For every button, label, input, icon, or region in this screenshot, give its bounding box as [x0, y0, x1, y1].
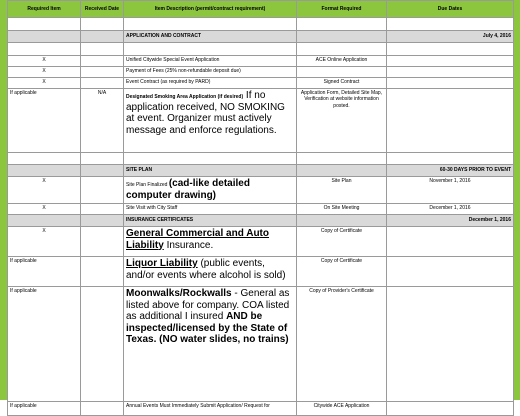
- table-row: [8, 227, 514, 257]
- format-cell: Copy of Certificate: [297, 257, 387, 287]
- required-cell: X: [8, 67, 81, 78]
- description-cell: [124, 227, 297, 257]
- header-received-date: Received Date: [81, 1, 124, 18]
- table-row: [8, 153, 514, 165]
- description-text: (public events, and/or events where alcohol is sold): [126, 258, 286, 281]
- format-cell: Site Plan: [297, 177, 387, 204]
- description-cell: [124, 177, 297, 204]
- section-row-insurance: [8, 215, 514, 227]
- due-cell: December 1, 2016: [387, 204, 514, 215]
- required-cell: If applicable: [8, 89, 81, 153]
- required-cell: X: [8, 204, 81, 215]
- required-cell: If applicable: [8, 287, 81, 402]
- required-cell: X: [8, 56, 81, 67]
- description-emphasis: AND be inspected/licensed by the State of Texas. (NO water slides, no trains): [126, 311, 289, 345]
- format-cell: Citywide ACE Application: [297, 402, 387, 416]
- description-cell: Event Contract (as required by PARD): [124, 78, 297, 89]
- header-due-dates: Due Dates: [387, 1, 514, 18]
- description-emphasis: (cad-like detailed computer drawing): [126, 178, 250, 201]
- required-cell: X: [8, 177, 81, 204]
- received-cell: N/A: [81, 89, 124, 153]
- section-due-date: 60-30 DAYS PRIOR TO EVENT: [387, 165, 514, 177]
- header-format: Format Required: [297, 1, 387, 18]
- description-lead: Designated Smoking Area Application (if desired): [126, 94, 244, 100]
- table-row: [8, 78, 514, 89]
- required-cell: X: [8, 78, 81, 89]
- description-cell: [124, 89, 297, 153]
- section-row-site-plan: [8, 165, 514, 177]
- header-required-item: Required Item: [8, 1, 81, 18]
- description-heading: Moonwalks/Rockwalls: [126, 288, 232, 299]
- format-cell: Signed Contract: [297, 78, 387, 89]
- table-row: [8, 257, 514, 287]
- spreadsheet: [7, 0, 513, 409]
- format-cell: Copy of Provider's Certificate: [297, 287, 387, 402]
- section-title: INSURANCE CERTIFICATES: [124, 215, 297, 227]
- section-row-application: [8, 31, 514, 43]
- section-due-date: July 4, 2016: [387, 31, 514, 43]
- description-cell: Site Visit with City Staff: [124, 204, 297, 215]
- description-cell: Payment of Fees (25% non-refundable deposit due): [124, 67, 297, 78]
- table-row: [8, 43, 514, 56]
- description-text: Insurance.: [163, 239, 214, 251]
- table-row: [8, 56, 514, 67]
- table-row: [8, 18, 514, 31]
- table-row: [8, 204, 514, 215]
- table-row: [8, 402, 514, 416]
- required-cell: X: [8, 227, 81, 257]
- event-requirements-table: [7, 0, 514, 416]
- description-text: - General as listed above for company. COA listed as additional I insured: [126, 288, 290, 322]
- description-cell: [124, 287, 297, 402]
- description-heading: General Commercial and Auto Liability: [126, 228, 269, 251]
- section-due-date: December 1, 2016: [387, 215, 514, 227]
- section-title: SITE PLAN: [124, 165, 297, 177]
- description-cell: Annual Events Must Immediately Submit Application/ Request for: [124, 402, 297, 416]
- table-row: [8, 67, 514, 78]
- description-lead: Site Plan Finalized: [126, 182, 169, 188]
- format-cell: Application Form, Detailed Site Map, Verification at website information posted.: [297, 89, 387, 153]
- description-cell: Unified Citywide Special Event Application: [124, 56, 297, 67]
- description-cell: [124, 257, 297, 287]
- table-row: [8, 89, 514, 153]
- table-row: [8, 287, 514, 402]
- description-heading: Liquor Liability: [126, 258, 198, 269]
- section-title: APPLICATION AND CONTRACT: [124, 31, 297, 43]
- format-cell: Copy of Certificate: [297, 227, 387, 257]
- required-cell: If applicable: [8, 402, 81, 416]
- format-cell: ACE Online Application: [297, 56, 387, 67]
- table-row: [8, 177, 514, 204]
- description-emphasis: If no application received, NO SMOKING at event. Organizer must actively message and enforce regulations.: [126, 90, 285, 136]
- required-cell: If applicable: [8, 257, 81, 287]
- due-cell: November 1, 2016: [387, 177, 514, 204]
- header-description: Item Description (permit/contract requirement): [124, 1, 297, 18]
- format-cell: On Site Meeting: [297, 204, 387, 215]
- header-row: [8, 1, 514, 18]
